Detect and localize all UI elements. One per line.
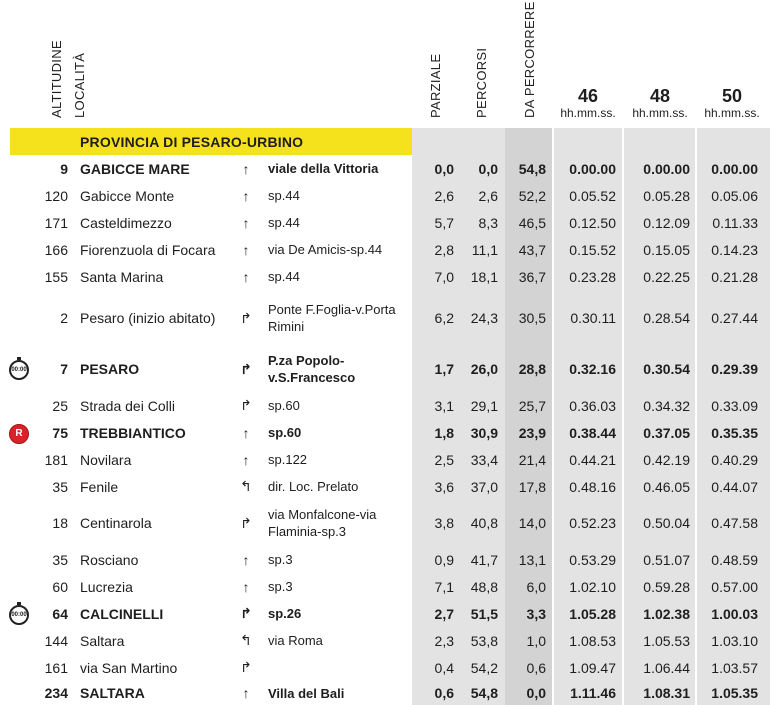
direction-arrow-icon: ↰ [240,632,252,648]
time-48-cell: 0.46.05 [643,478,690,495]
altitude-header: ALTITUDINE [49,40,64,118]
remaining-header: DA PERCORRERE [522,1,537,118]
locality-cell: Fiorenzuola di Focara [80,241,216,258]
time-46-cell: 1.05.28 [569,605,616,622]
locality-cell: Strada dei Colli [80,397,175,414]
partial-km-cell: 2,8 [434,241,454,258]
covered-km-cell: 41,7 [470,551,498,568]
road-cell: viale della Vittoria [268,161,379,176]
time-46-cell: 0.30.11 [570,310,616,326]
road-cell: sp.3 [268,552,293,567]
altitude-cell: 161 [44,659,68,676]
table-row [0,500,780,546]
covered-km-cell: 33,4 [470,451,498,468]
covered-km-cell: 18,1 [470,268,498,285]
time-50-cell: 0.33.09 [711,397,758,414]
locality-cell: Pesaro (inizio abitato) [80,310,216,326]
road-cell: sp.122 [268,452,308,467]
partial-km-cell: 0,9 [434,551,454,568]
speed-unit: hh.mm.ss. [560,106,616,120]
table-row [0,263,780,290]
altitude-cell: 25 [52,397,68,414]
direction-arrow-icon: ↱ [240,309,252,326]
road-cell: via Roma [268,633,323,648]
direction-arrow-icon: ↑ [242,685,250,701]
covered-km-cell: 11,1 [471,241,498,258]
remaining-km-cell: 25,7 [518,397,546,414]
remaining-km-cell: 14,0 [518,515,546,531]
locality-header: LOCALITÀ [72,52,87,118]
time-48-cell: 0.37.05 [643,424,690,441]
table-row [0,473,780,500]
covered-header: PERCORSI [474,47,489,118]
locality-cell: Gabicce Monte [80,187,175,204]
altitude-cell: 64 [52,605,68,622]
covered-km-cell: 54,8 [470,685,498,701]
altitude-cell: 18 [52,515,68,531]
remaining-km-cell: 30,5 [518,310,546,326]
time-48-cell: 0.15.05 [643,241,690,258]
partial-km-cell: 1,7 [434,361,454,377]
time-48-cell: 0.50.04 [643,515,690,531]
locality-cell: SALTARA [80,685,145,701]
time-50-cell: 0.00.00 [711,160,758,177]
direction-arrow-icon: ↱ [240,605,252,621]
time-46-cell: 0.12.50 [569,214,616,231]
remaining-km-cell: 46,5 [518,214,546,231]
altitude-cell: 9 [60,160,68,177]
table-row [0,236,780,263]
locality-cell: via San Martino [80,659,178,676]
altitude-cell: 75 [52,424,68,441]
direction-arrow-icon: ↑ [242,578,250,595]
time-48-cell: 1.06.44 [643,659,690,676]
province-banner [10,128,412,155]
covered-km-cell: 24,3 [470,310,498,326]
altitude-cell: 171 [44,214,68,231]
remaining-km-cell: 54,8 [518,160,546,177]
road-cell: Villa del Bali [268,685,345,701]
time-48-cell: 0.22.25 [643,268,690,285]
altitude-cell: 155 [44,268,68,285]
time-48-cell: 0.00.00 [643,160,690,177]
covered-km-cell: 37,0 [470,478,498,495]
locality-cell: Saltara [80,632,125,649]
time-46-cell: 0.05.52 [569,187,616,204]
table-row [0,600,780,627]
direction-arrow-icon: ↱ [240,659,252,675]
time-48-cell: 1.08.31 [643,685,690,701]
partial-km-cell: 3,6 [434,478,454,495]
time-50-cell: 1.05.35 [711,685,758,701]
time-46-cell: 1.09.47 [569,659,616,676]
time-50-cell: 0.57.00 [711,578,758,595]
locality-cell: Fenile [80,478,119,495]
refreshment-icon: R [9,424,29,444]
covered-km-cell: 26,0 [470,361,498,377]
remaining-km-cell: 13,1 [518,551,546,568]
altitude-cell: 120 [44,187,68,204]
covered-km-cell: 51,5 [470,605,498,622]
road-cell: via De Amicis-sp.44 [268,242,383,257]
time-46-cell: 0.00.00 [569,160,616,177]
time-46-cell: 1.08.53 [569,632,616,649]
time-48-cell: 0.30.54 [643,361,690,377]
road-cell: dir. Loc. Prelato [268,479,359,494]
time-48-cell: 1.05.53 [643,632,690,649]
road-cell: sp.44 [268,188,300,203]
time-46-cell: 0.32.16 [569,361,616,377]
covered-km-cell: 8,3 [478,214,498,231]
partial-km-cell: 0,6 [434,685,454,701]
time-48-cell: 0.51.07 [643,551,690,568]
speed-value: 48 [649,86,671,106]
direction-arrow-icon: ↑ [242,451,250,468]
speed-unit: hh.mm.ss. [632,106,688,120]
table-row [0,290,780,346]
speed-header-50 [697,86,767,120]
speed-value: 46 [577,86,599,106]
road-cell: Ponte F.Foglia-v.Porta Rimini [268,302,396,334]
road-cell: sp.26 [268,606,302,621]
altitude-cell: 181 [44,451,68,468]
direction-arrow-icon: ↱ [240,360,252,377]
partial-km-cell: 3,8 [434,515,454,531]
time-46-cell: 0.15.52 [569,241,616,258]
table-row [0,392,780,419]
road-cell [268,654,408,681]
altitude-cell: 234 [44,685,68,701]
locality-cell: Casteldimezzo [80,214,172,231]
covered-km-cell: 2,6 [478,187,498,204]
covered-km-cell: 54,2 [470,659,498,676]
remaining-km-cell: 0,6 [526,659,546,676]
time-48-cell: 0.34.32 [643,397,690,414]
covered-km-cell: 0,0 [478,160,498,177]
road-cell: sp.60 [268,425,302,440]
road-cell: via Monfalcone-via Flaminia-sp.3 [268,507,377,539]
covered-km-cell: 30,9 [470,424,498,441]
table-row [0,681,780,705]
time-48-cell: 0.28.54 [643,310,690,326]
partial-header: PARZIALE [428,53,443,118]
remaining-km-cell: 1,0 [526,632,546,649]
time-48-cell: 0.05.28 [643,187,690,204]
road-cell: P.za Popolo-v.S.Francesco [268,353,356,385]
altitude-cell: 35 [52,551,68,568]
time-46-cell: 1.02.10 [569,578,616,595]
speed-unit: hh.mm.ss. [704,106,760,120]
time-50-cell: 0.05.06 [711,187,758,204]
locality-cell: Centinarola [80,515,152,531]
stopwatch-icon: 00:00 [9,605,29,625]
table-row [0,346,780,392]
table-row [0,182,780,209]
road-cell: sp.44 [268,215,300,230]
remaining-km-cell: 0,0 [526,685,546,701]
altitude-cell: 60 [52,578,68,595]
table-row [0,654,780,681]
time-50-cell: 0.14.23 [711,241,758,258]
speed-header-48 [625,86,695,120]
table-row [0,546,780,573]
direction-arrow-icon: ↑ [242,187,250,204]
time-48-cell: 0.59.28 [643,578,690,595]
partial-km-cell: 0,0 [434,160,454,177]
locality-cell: GABICCE MARE [80,160,190,177]
remaining-km-cell: 28,8 [518,361,546,377]
locality-cell: Novilara [80,451,132,468]
locality-cell: Rosciano [80,551,139,568]
time-50-cell: 0.27.44 [711,310,758,326]
table-row [0,627,780,654]
road-cell: sp.3 [268,579,293,594]
remaining-km-cell: 23,9 [518,424,546,441]
direction-arrow-icon: ↑ [242,424,250,441]
table-row [0,419,780,446]
time-48-cell: 0.42.19 [643,451,690,468]
table-row [0,155,780,182]
partial-km-cell: 0,4 [434,659,454,676]
altitude-cell: 144 [44,632,68,649]
partial-km-cell: 2,3 [434,632,454,649]
time-46-cell: 1.11.46 [570,685,616,701]
partial-km-cell: 5,7 [434,214,454,231]
time-46-cell: 0.44.21 [569,451,616,468]
partial-km-cell: 2,5 [434,451,454,468]
road-cell: sp.60 [268,398,300,413]
locality-cell: PESARO [80,361,140,377]
remaining-km-cell: 3,3 [526,605,546,622]
time-50-cell: 0.35.35 [711,424,758,441]
time-50-cell: 1.00.03 [711,605,758,622]
direction-arrow-icon: ↑ [242,551,250,568]
locality-cell: Lucrezia [80,578,133,595]
time-48-cell: 0.12.09 [643,214,690,231]
locality-cell: CALCINELLI [80,605,164,622]
time-50-cell: 0.11.33 [712,214,758,231]
road-cell: sp.44 [268,269,300,284]
time-46-cell: 0.38.44 [569,424,616,441]
time-46-cell: 0.36.03 [569,397,616,414]
partial-km-cell: 2,6 [434,187,454,204]
time-48-cell: 1.02.38 [643,605,690,622]
direction-arrow-icon: ↰ [240,478,252,494]
covered-km-cell: 40,8 [470,515,498,531]
table-row [0,209,780,236]
covered-km-cell: 48,8 [470,578,498,595]
time-50-cell: 1.03.57 [711,659,758,676]
speed-header-46 [553,86,623,120]
time-50-cell: 0.21.28 [711,268,758,285]
time-50-cell: 0.40.29 [711,451,758,468]
time-50-cell: 1.03.10 [711,632,758,649]
direction-arrow-icon: ↑ [242,241,250,258]
time-50-cell: 0.48.59 [711,551,758,568]
direction-arrow-icon: ↱ [240,397,252,413]
time-46-cell: 0.53.29 [569,551,616,568]
stopwatch-icon: 00:00 [9,360,29,380]
time-46-cell: 0.23.28 [569,268,616,285]
province-title: PROVINCIA DI PESARO-URBINO [80,134,304,150]
altitude-cell: 7 [60,361,68,377]
time-46-cell: 0.52.23 [569,515,616,531]
remaining-km-cell: 21,4 [518,451,546,468]
remaining-km-cell: 52,2 [518,187,546,204]
covered-km-cell: 53,8 [470,632,498,649]
locality-cell: Santa Marina [80,268,164,285]
table-row [0,573,780,600]
partial-km-cell: 3,1 [434,397,454,414]
partial-km-cell: 1,8 [434,424,454,441]
time-50-cell: 0.47.58 [711,515,758,531]
remaining-km-cell: 17,8 [518,478,546,495]
altitude-cell: 35 [52,478,68,495]
partial-km-cell: 6,2 [434,310,454,326]
time-46-cell: 0.48.16 [569,478,616,495]
direction-arrow-icon: ↑ [242,268,250,285]
locality-cell: TREBBIANTICO [80,424,186,441]
altitude-cell: 2 [60,310,68,326]
direction-arrow-icon: ↑ [242,160,250,177]
direction-arrow-icon: ↱ [240,514,252,531]
remaining-km-cell: 6,0 [526,578,546,595]
remaining-km-cell: 43,7 [518,241,546,258]
covered-km-cell: 29,1 [470,397,498,414]
speed-value: 50 [721,86,743,106]
time-50-cell: 0.44.07 [711,478,758,495]
time-50-cell: 0.29.39 [711,361,758,377]
altitude-cell: 166 [44,241,68,258]
direction-arrow-icon: ↑ [242,214,250,231]
partial-km-cell: 7,0 [434,268,454,285]
partial-km-cell: 2,7 [434,605,454,622]
table-row [0,446,780,473]
remaining-km-cell: 36,7 [518,268,546,285]
partial-km-cell: 7,1 [434,578,454,595]
